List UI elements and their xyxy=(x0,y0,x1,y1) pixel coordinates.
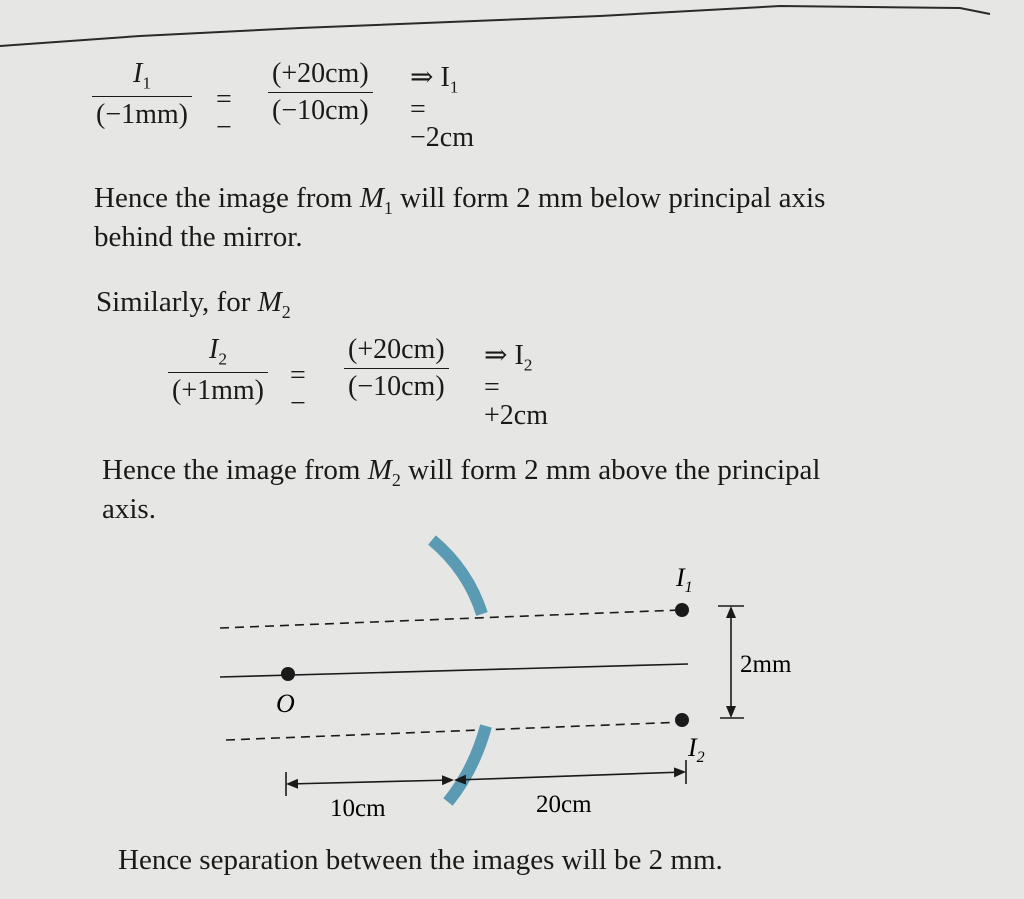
eq2-result: ⇒ $I_2 = +2cm$ xyxy=(484,340,548,431)
eq2-lhs-denominator: (+1mm) xyxy=(172,374,264,406)
eq1-lhs-denominator: (−1mm) xyxy=(96,98,188,130)
eq1-result: ⇒ $I_1 = -2cm$ xyxy=(410,62,474,153)
eq1-rhs-numerator: (+20cm) xyxy=(268,58,373,93)
paragraph-m2-line1: Hence the image from $M_2$ will form 2 mm above the principal xyxy=(102,454,821,490)
label-o: O xyxy=(276,689,295,718)
eq1-equals: = − xyxy=(216,84,232,143)
eq1-lhs-numerator: $I_1$ xyxy=(92,58,192,97)
eq2-rhs-numerator: (+20cm) xyxy=(344,334,449,369)
mirror-m2 xyxy=(448,726,486,802)
dim-arrow-10cm xyxy=(288,780,452,784)
eq2-equals: = − xyxy=(290,360,306,419)
conclusion-text: Hence separation between the images will be 2 mm. xyxy=(118,844,723,876)
upper-dashed-axis xyxy=(220,610,680,628)
label-i2: $I_2$ xyxy=(688,733,705,766)
label-2mm: 2mm xyxy=(740,651,792,678)
paragraph-m1-line1: Hence the image from $M_1$ will form 2 mm below principal axis xyxy=(94,182,826,218)
image-point-i2 xyxy=(675,713,689,727)
eq2-rhs-denominator: (−10cm) xyxy=(348,371,445,403)
paragraph-m1-line2: behind the mirror. xyxy=(94,221,303,254)
object-point-o xyxy=(281,667,295,681)
similarly-line: Similarly, for $M_2$ xyxy=(96,286,291,322)
mirror-m1 xyxy=(432,540,482,614)
eq1-rhs-denominator: (−10cm) xyxy=(272,95,369,127)
image-point-i1 xyxy=(675,603,689,617)
dim-arrow-20cm xyxy=(456,772,684,780)
eq2-lhs-numerator: $I_2$ xyxy=(168,334,268,373)
label-i1: $I_1$ xyxy=(676,563,693,596)
paragraph-m2-line2: axis. xyxy=(102,493,156,526)
label-10cm: 10cm xyxy=(330,795,386,822)
lower-dashed-axis xyxy=(226,722,684,740)
label-20cm: 20cm xyxy=(536,791,592,818)
